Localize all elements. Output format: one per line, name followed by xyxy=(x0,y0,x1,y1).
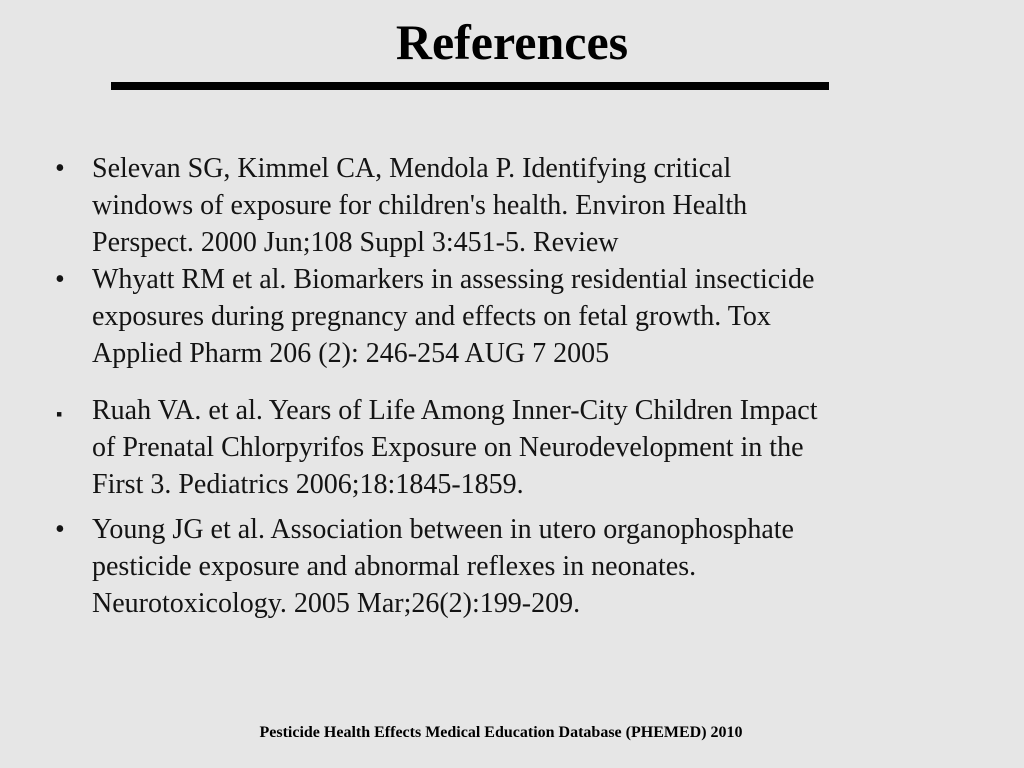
reference-line: exposures during pregnancy and effects on fetal growth. Tox xyxy=(92,301,771,332)
reference-line: pesticide exposure and abnormal reflexes in neonates. xyxy=(92,551,697,582)
slide-footer: Pesticide Health Effects Medical Education Database (PHEMED) 2010 xyxy=(259,724,743,741)
title-underline xyxy=(111,82,829,90)
square-bullet-icon: ▪ xyxy=(56,404,63,424)
reference-line: Neurotoxicology. 2005 Mar;26(2):199-209. xyxy=(92,588,581,619)
bullet-icon: • xyxy=(55,153,65,184)
reference-line: of Prenatal Chlorpyrifos Exposure on Neurodevelopment in the xyxy=(92,432,804,463)
reference-line: Ruah VA. et al. Years of Life Among Inner-City Children Impact xyxy=(92,395,818,426)
reference-line: Selevan SG, Kimmel CA, Mendola P. Identifying critical xyxy=(92,153,732,184)
reference-line: Whyatt RM et al. Biomarkers in assessing residential insecticide xyxy=(92,264,815,295)
reference-line: windows of exposure for children's health. Environ Health xyxy=(92,190,748,221)
bullet-icon: • xyxy=(55,514,65,545)
bullet-icon: • xyxy=(55,264,65,295)
slide-title: References xyxy=(395,14,629,70)
reference-line: First 3. Pediatrics 2006;18:1845-1859. xyxy=(92,469,524,500)
reference-line: Applied Pharm 206 (2): 246-254 AUG 7 2005 xyxy=(92,338,610,369)
reference-line: Young JG et al. Association between in utero organophosphate xyxy=(92,514,794,545)
reference-line: Perspect. 2000 Jun;108 Suppl 3:451-5. Review xyxy=(92,227,619,258)
